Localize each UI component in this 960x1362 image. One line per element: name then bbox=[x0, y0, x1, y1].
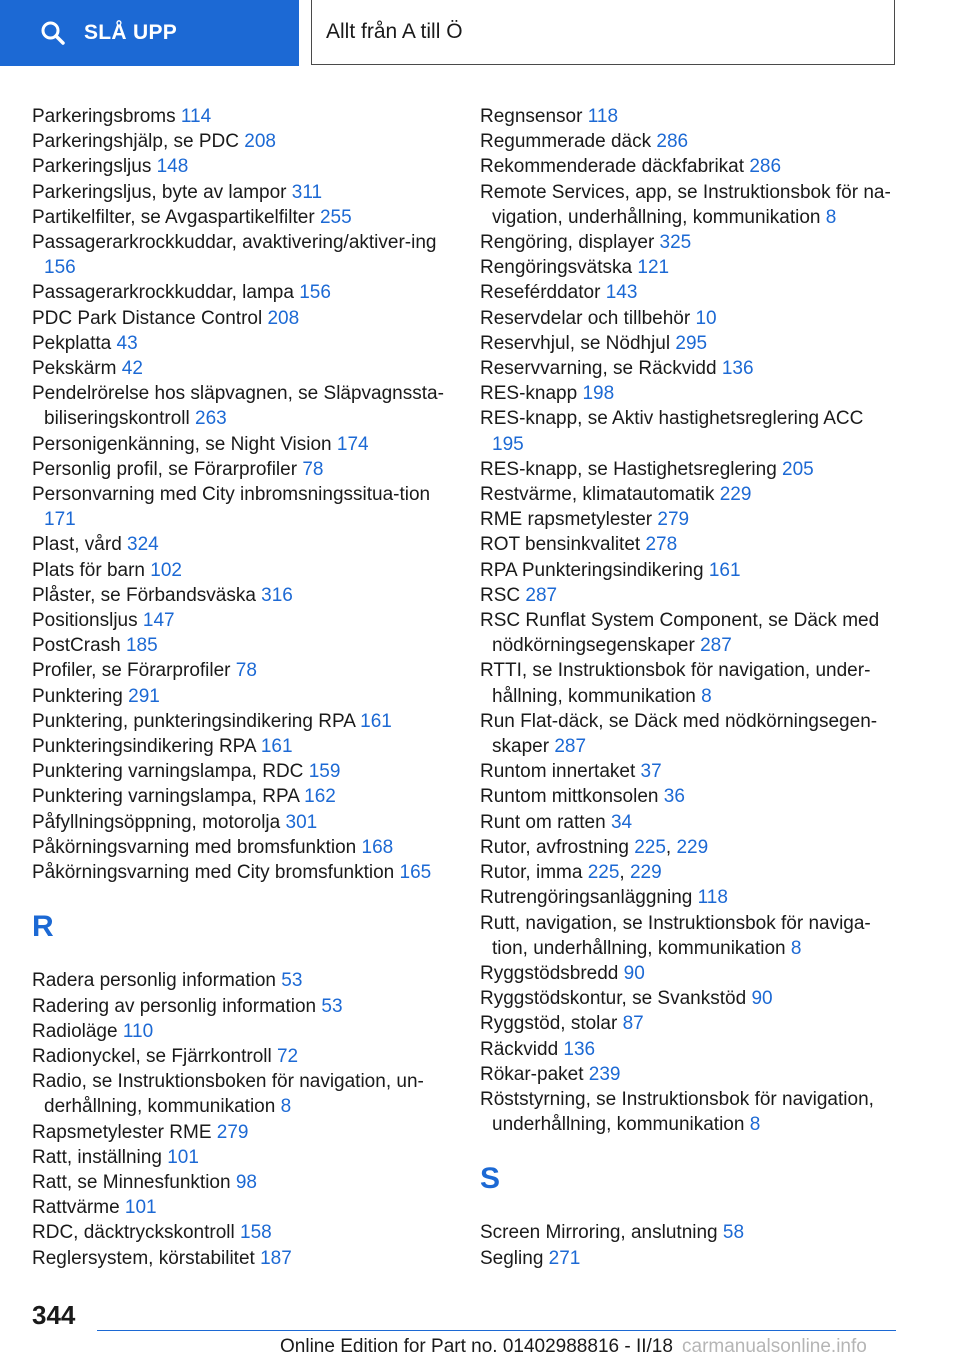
index-entry: Rutor, avfrostning 225, 229 bbox=[480, 836, 709, 858]
page-link[interactable]: 53 bbox=[321, 995, 343, 1017]
index-entry-text: Ratt, inställning bbox=[32, 1146, 168, 1168]
page-link[interactable]: 43 bbox=[116, 332, 138, 354]
page-link[interactable]: 187 bbox=[260, 1247, 292, 1269]
page-link[interactable]: 208 bbox=[267, 307, 300, 329]
index-entry-text: Personvarning med City inbromsningssitua-tion bbox=[32, 484, 431, 506]
page-link[interactable]: 255 bbox=[319, 206, 352, 228]
index-entry-text: Radionyckel, se Fjärrkontroll bbox=[32, 1045, 277, 1067]
page-link[interactable]: 148 bbox=[156, 156, 189, 178]
index-entry bbox=[32, 709, 452, 734]
page-link[interactable]: 114 bbox=[180, 106, 212, 127]
index-entry bbox=[480, 583, 900, 608]
index-entry bbox=[480, 709, 900, 759]
index-entry-text: Rekommenderade däckfabrikat bbox=[480, 156, 750, 178]
index-entry bbox=[480, 810, 900, 835]
page-link[interactable]: 36 bbox=[663, 786, 685, 808]
index-entry bbox=[32, 1195, 452, 1220]
index-entry-text: Rutt, navigation, se Instruktionsbok för naviga-tion, underhållning, kommunikation bbox=[480, 912, 871, 959]
page-link[interactable]: 118 bbox=[587, 106, 619, 127]
index-entry-text: Runtom innertaket bbox=[480, 761, 641, 783]
index-entry bbox=[32, 280, 452, 305]
page-link[interactable]: 229 bbox=[676, 836, 709, 858]
page-link[interactable]: 225 bbox=[587, 862, 620, 884]
page-link[interactable]: 8 bbox=[280, 1096, 292, 1118]
index-entry bbox=[32, 482, 452, 532]
index-entry-text: Punktering bbox=[32, 685, 129, 707]
index-entry-text: Passagerarkrockkuddar, avaktivering/aktiver-ing bbox=[32, 232, 437, 254]
page-link[interactable]: 279 bbox=[216, 1121, 249, 1143]
index-entry bbox=[480, 784, 900, 809]
page-link[interactable]: 90 bbox=[751, 988, 773, 1010]
index-entry bbox=[32, 633, 452, 658]
index-entry bbox=[480, 558, 900, 583]
page-link[interactable]: 174 bbox=[336, 433, 369, 455]
page-link[interactable]: 98 bbox=[235, 1171, 257, 1193]
index-entry-text: RME rapsmetylester bbox=[480, 509, 658, 531]
index-entry-text: Parkeringsljus, byte av lampor bbox=[32, 181, 292, 203]
page-link[interactable]: 90 bbox=[623, 962, 645, 984]
index-entry bbox=[32, 331, 452, 356]
page-link[interactable]: 102 bbox=[150, 559, 182, 581]
index-entry bbox=[32, 1220, 452, 1245]
index-entry-text: Restvärme, klimatautomatik bbox=[480, 484, 720, 506]
index-entry-text: Påfyllningsöppning, motorolja bbox=[32, 811, 286, 833]
page-link[interactable]: 8 bbox=[701, 685, 712, 707]
page-link[interactable]: 229 bbox=[629, 862, 662, 884]
page-link[interactable]: 118 bbox=[697, 887, 728, 909]
index-entry bbox=[32, 205, 452, 230]
index-entry-text: RES-knapp bbox=[480, 383, 583, 405]
index-entry bbox=[480, 154, 900, 179]
page-number: 344 bbox=[32, 1300, 76, 1330]
index-entry bbox=[480, 306, 900, 331]
index-entry bbox=[480, 532, 900, 557]
page-link[interactable]: 78 bbox=[235, 660, 257, 682]
page-link[interactable]: 287 bbox=[554, 736, 587, 758]
page-link[interactable]: 101 bbox=[124, 1197, 157, 1219]
page-link[interactable]: 161 bbox=[708, 559, 741, 581]
index-entry-text: Runt om ratten bbox=[480, 811, 611, 833]
index-entry bbox=[32, 860, 452, 885]
index-entry-text: RDC, däcktryckskontroll bbox=[32, 1222, 240, 1244]
page-link[interactable]: 162 bbox=[304, 786, 336, 808]
index-entry-text: Pendelrörelse hos släpvagnen, se Släpvagnssta-biliseringskontroll bbox=[32, 383, 444, 430]
index-entry-text: Partikelfilter, se Avgaspartikelfilter bbox=[32, 206, 320, 228]
page-link[interactable]: 37 bbox=[640, 761, 662, 783]
index-column-left bbox=[32, 104, 452, 1271]
index-entry-text: RSC bbox=[480, 584, 526, 606]
index-entry-text: Rökar-paket bbox=[480, 1063, 589, 1085]
index-entry-text: Reglersystem, körstabilitet bbox=[32, 1247, 261, 1269]
page-link[interactable]: 286 bbox=[656, 131, 689, 153]
search-button[interactable] bbox=[0, 0, 299, 66]
index-entry bbox=[32, 356, 452, 381]
page-link[interactable]: 286 bbox=[749, 156, 782, 178]
index-entry-text: Runtom mittkonsolen bbox=[480, 786, 664, 808]
index-entry-text: Personigenkänning, se Night Vision bbox=[32, 433, 337, 455]
index-entry bbox=[32, 1246, 452, 1271]
index-entry-text: Punktering varningslampa, RPA bbox=[32, 786, 305, 808]
index-entry-text: Rattvärme bbox=[32, 1197, 125, 1219]
page-link[interactable]: 287 bbox=[525, 584, 558, 606]
index-entry bbox=[32, 381, 452, 431]
index-entry bbox=[32, 230, 452, 280]
index-entry-text: Rutor, avfrostning bbox=[480, 836, 635, 858]
header bbox=[0, 0, 960, 66]
page-link[interactable]: 110 bbox=[122, 1020, 154, 1042]
page-link[interactable]: 239 bbox=[588, 1063, 621, 1085]
index-entry bbox=[32, 835, 452, 860]
index-entry bbox=[480, 986, 900, 1011]
page-link[interactable]: 208 bbox=[244, 131, 276, 153]
index-entry bbox=[480, 230, 900, 255]
index-entry bbox=[32, 734, 452, 759]
index-entry-text: Screen Mirroring, anslutning bbox=[480, 1222, 723, 1244]
index-entry-text: Rutor, imma bbox=[480, 862, 588, 884]
index-entry-text: Pekplatta bbox=[32, 332, 117, 354]
page-link[interactable]: 34 bbox=[610, 811, 633, 833]
index-entry-text: Pekskärm bbox=[32, 358, 122, 380]
index-entry bbox=[32, 684, 452, 709]
index-entry-text: Rapsmetylester RME bbox=[32, 1121, 217, 1143]
index-entry bbox=[480, 457, 900, 482]
index-entry bbox=[480, 658, 900, 708]
page-link[interactable]: 53 bbox=[281, 970, 303, 992]
index-entry: Rutor, imma 225, 229 bbox=[480, 862, 662, 884]
page-link[interactable]: 225 bbox=[634, 836, 666, 858]
page-link[interactable]: 165 bbox=[399, 862, 432, 884]
page-link[interactable]: 72 bbox=[276, 1045, 299, 1067]
index-entry-text: Punkteringsindikering RPA bbox=[32, 736, 261, 758]
page-link[interactable]: 10 bbox=[695, 307, 717, 329]
index-entry bbox=[32, 104, 452, 129]
index-entry-text: Påkörningsvarning med City bromsfunktion bbox=[32, 862, 400, 884]
index-entry-text: Regnsensor bbox=[480, 106, 588, 127]
index-entry-text: Reseférddator bbox=[480, 282, 606, 304]
page-link[interactable]: 301 bbox=[285, 811, 318, 833]
search-button-label: SLÅ UPP bbox=[84, 21, 178, 44]
page-link[interactable]: 87 bbox=[622, 1013, 644, 1035]
index-entry-text: Reservvarning, se Räckvidd bbox=[480, 358, 722, 380]
section-heading: R bbox=[32, 910, 54, 944]
page-link[interactable]: 8 bbox=[790, 937, 802, 959]
index-entry bbox=[480, 280, 900, 305]
page-link[interactable]: 263 bbox=[195, 408, 227, 430]
index-entry-text: Rutrengöringsanläggning bbox=[480, 887, 698, 909]
index-entry bbox=[480, 507, 900, 532]
index-entry-text: RES-knapp, se Hastighetsreglering bbox=[480, 458, 783, 480]
index-entry-text: Run Flat-däck, se Däck med nödkörningsegen-skaper bbox=[480, 710, 878, 758]
page-title[interactable]: Allt från A till Ö bbox=[311, 0, 895, 65]
edition-text: Online Edition for Part no. 01402988816 - II/18 bbox=[280, 1336, 673, 1357]
page-link[interactable]: 161 bbox=[360, 710, 392, 732]
page-link[interactable]: 316 bbox=[261, 584, 293, 606]
page-link[interactable]: 278 bbox=[645, 534, 678, 556]
index-entry bbox=[480, 1011, 900, 1036]
section-heading: S bbox=[480, 1162, 501, 1196]
index-entry-text: Regummerade däck bbox=[480, 131, 657, 153]
index-entry bbox=[480, 1037, 900, 1062]
index-entry bbox=[480, 1246, 900, 1271]
index-entry-text: Personlig profil, se Förarprofiler bbox=[32, 458, 303, 480]
page-link[interactable]: 291 bbox=[128, 685, 160, 707]
index-entry bbox=[480, 180, 900, 230]
index-entry bbox=[32, 608, 452, 633]
index-entry-text: Rengöringsvätska bbox=[480, 257, 638, 279]
index-entry bbox=[480, 608, 900, 658]
index-entry bbox=[32, 1145, 452, 1170]
index-entry bbox=[32, 457, 452, 482]
index-entry bbox=[32, 994, 452, 1019]
index-entry-text: Ryggstödsbredd bbox=[480, 962, 624, 984]
index-entry bbox=[32, 759, 452, 784]
index-entry-text: Radering av personlig information bbox=[32, 995, 322, 1017]
index-entry-text: Radio, se Instruktionsboken för navigation, un-derhållning, kommunikation bbox=[32, 1071, 424, 1118]
index-entry-text: Räckvidd bbox=[480, 1038, 564, 1060]
page-link[interactable]: 42 bbox=[121, 358, 143, 380]
index-entry-text: Parkeringsbroms bbox=[32, 106, 181, 127]
index-entry bbox=[32, 532, 452, 557]
index-entry-text: Reservhjul, se Nödhjul bbox=[480, 332, 676, 354]
index-entry bbox=[32, 658, 452, 683]
index-entry bbox=[480, 1220, 900, 1245]
index-entry bbox=[32, 1044, 452, 1069]
index-entry-text: Radioläge bbox=[32, 1020, 123, 1042]
page-link[interactable]: 159 bbox=[308, 761, 341, 783]
index-entry bbox=[32, 583, 452, 608]
page-link[interactable]: 205 bbox=[782, 458, 814, 480]
page-link[interactable]: 58 bbox=[722, 1222, 745, 1244]
index-entry-text: Ratt, se Minnesfunktion bbox=[32, 1171, 236, 1193]
index-entry-text: Ryggstödskontur, se Svankstöd bbox=[480, 988, 752, 1010]
index-entry bbox=[32, 306, 452, 331]
page-link[interactable]: 198 bbox=[582, 383, 615, 405]
index-column-right bbox=[480, 104, 900, 1271]
page-link[interactable]: 136 bbox=[563, 1038, 596, 1060]
index-entry-text: Radera personlig information bbox=[32, 970, 282, 992]
index-entry bbox=[480, 129, 900, 154]
index-entry-text: Punktering, punkteringsindikering RPA bbox=[32, 710, 361, 732]
index-entry bbox=[480, 482, 900, 507]
index-entry bbox=[32, 154, 452, 179]
page-link[interactable]: 156 bbox=[299, 282, 331, 304]
index-entry-text: Reservdelar och tillbehör bbox=[480, 307, 696, 329]
page-link[interactable]: 324 bbox=[127, 534, 159, 556]
index-entry bbox=[32, 432, 452, 457]
index-entry bbox=[32, 1069, 452, 1119]
page-link[interactable]: 147 bbox=[142, 610, 175, 632]
index-entry-text: Ryggstöd, stolar bbox=[480, 1013, 623, 1035]
index-entry-text: PostCrash bbox=[32, 635, 126, 657]
page-link[interactable]: 121 bbox=[637, 257, 670, 279]
index-entry bbox=[32, 1170, 452, 1195]
index-entry bbox=[32, 1120, 452, 1145]
index-entry bbox=[32, 810, 452, 835]
index-entry-text: PDC Park Distance Control bbox=[32, 307, 268, 329]
page-link[interactable]: 171 bbox=[44, 509, 76, 531]
index-entry bbox=[480, 255, 900, 280]
page-link[interactable]: 287 bbox=[700, 635, 732, 657]
index-entry bbox=[32, 129, 452, 154]
index-entry-text: RES-knapp, se Aktiv hastighetsreglering ACC bbox=[480, 408, 864, 430]
index-entry-text: Påkörningsvarning med bromsfunktion bbox=[32, 836, 362, 858]
index-entry bbox=[480, 759, 900, 784]
index-entry bbox=[32, 784, 452, 809]
page-link[interactable]: 158 bbox=[240, 1222, 272, 1244]
index-entry bbox=[480, 406, 900, 456]
index-entry-text: Plats för barn bbox=[32, 559, 151, 581]
page-link[interactable]: 143 bbox=[605, 282, 638, 304]
index-entry-text: Plåster, se Förbandsväska bbox=[32, 584, 262, 606]
index-entry-text: Parkeringshjälp, se PDC bbox=[32, 131, 245, 153]
search-icon bbox=[40, 20, 66, 46]
watermark: carmanualsonline.info bbox=[682, 1336, 867, 1357]
page-link[interactable]: 229 bbox=[719, 484, 752, 506]
index-entry bbox=[32, 1019, 452, 1044]
index-entry bbox=[480, 885, 900, 910]
index-entry bbox=[32, 558, 452, 583]
index-entry-text: Punktering varningslampa, RDC bbox=[32, 761, 309, 783]
index-entry bbox=[480, 1062, 900, 1087]
footer-divider bbox=[97, 1330, 896, 1331]
index-entry bbox=[480, 331, 900, 356]
page-link[interactable]: 8 bbox=[825, 206, 837, 228]
index-entry bbox=[480, 381, 900, 406]
page-link[interactable]: 101 bbox=[167, 1146, 199, 1168]
index-entry-text: ROT bensinkvalitet bbox=[480, 534, 646, 556]
index-entry-text: Positionsljus bbox=[32, 610, 143, 632]
index-entry bbox=[480, 911, 900, 961]
index-entry-text: Plast, vård bbox=[32, 534, 128, 556]
index-entry-text: RPA Punkteringsindikering bbox=[480, 559, 709, 581]
index-entry-text: Passagerarkrockkuddar, lampa bbox=[32, 282, 300, 304]
page-link[interactable]: 156 bbox=[44, 257, 76, 279]
index-entry bbox=[480, 961, 900, 986]
page-link[interactable]: 8 bbox=[749, 1114, 761, 1136]
index-entry-text: Parkeringsljus bbox=[32, 156, 157, 178]
index-entry-text: Remote Services, app, se Instruktionsbok för na-vigation, underhållning, kommunikation bbox=[480, 181, 891, 228]
index-entry-text: RSC Runflat System Component, se Däck med nödkörningsegenskaper bbox=[480, 610, 880, 657]
index-entry-text: Röststyrning, se Instruktionsbok för navigation, underhållning, kommunikation bbox=[480, 1088, 874, 1136]
index-entry bbox=[480, 104, 900, 129]
page-link[interactable]: 311 bbox=[291, 181, 323, 203]
index-entry bbox=[32, 968, 452, 993]
page-link[interactable]: 325 bbox=[659, 232, 692, 254]
page-link[interactable]: 78 bbox=[302, 458, 324, 480]
index-entry bbox=[32, 180, 452, 205]
page-link[interactable]: 279 bbox=[657, 509, 690, 531]
page-link[interactable]: 168 bbox=[361, 836, 394, 858]
index-entry-text: RTTI, se Instruktionsbok för navigation, under-hållning, kommunikation bbox=[480, 660, 871, 707]
page-link[interactable]: 161 bbox=[260, 736, 293, 758]
index-entry-text: Rengöring, displayer bbox=[480, 232, 660, 254]
page-link[interactable]: 185 bbox=[125, 635, 158, 657]
index-entry-text: Segling bbox=[480, 1247, 549, 1269]
page-link[interactable]: 195 bbox=[492, 433, 524, 455]
index-entry-text: Profiler, se Förarprofiler bbox=[32, 660, 236, 682]
index-entry bbox=[480, 356, 900, 381]
page-link[interactable]: 271 bbox=[548, 1247, 581, 1269]
page-link[interactable]: 136 bbox=[721, 358, 754, 380]
page-link[interactable]: 295 bbox=[675, 332, 708, 354]
index-entry bbox=[480, 1087, 900, 1137]
